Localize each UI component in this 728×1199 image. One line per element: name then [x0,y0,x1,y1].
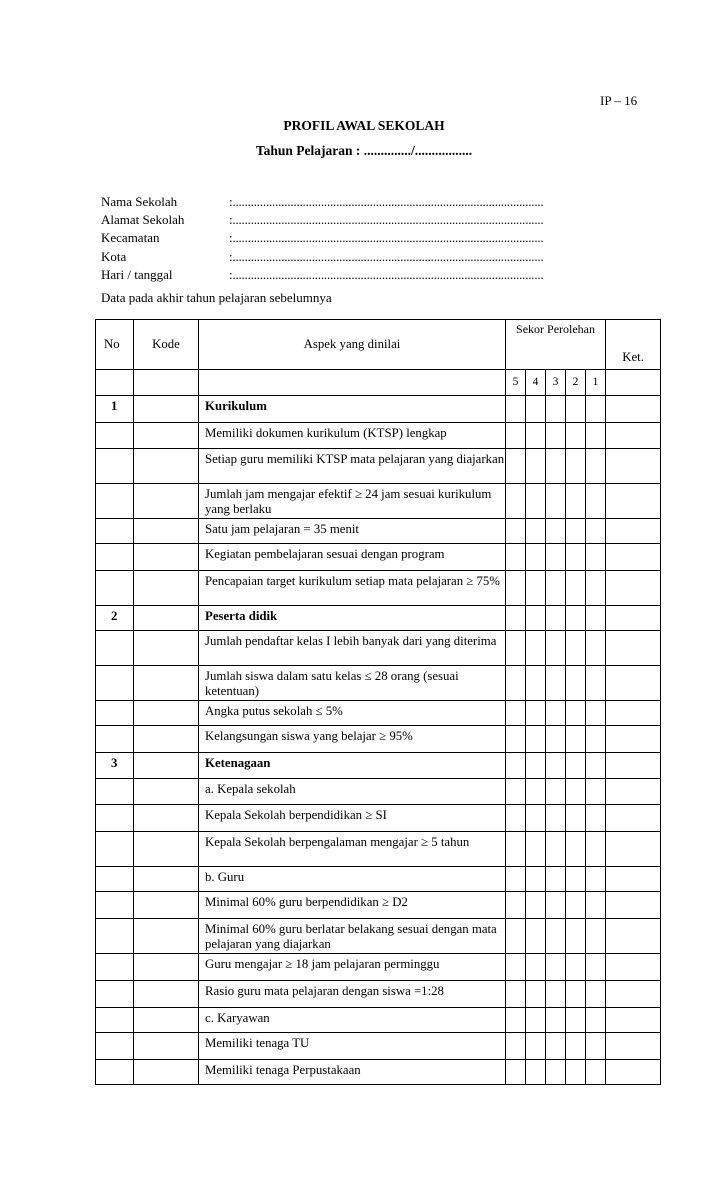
table-row [96,519,661,544]
row-kode [134,606,199,631]
score-cell-1[interactable] [586,981,606,1008]
table-row [96,779,661,805]
score-cell-3[interactable] [546,571,566,606]
header-no: No [96,320,134,370]
row-no [96,1060,134,1085]
row-no: 1 [96,396,134,423]
row-no [96,571,134,606]
row-ket[interactable] [606,919,661,954]
row-kode [134,449,199,484]
info-label: Kecamatan [101,230,160,246]
row-no [96,519,134,544]
row-aspek: b. Guru [199,867,506,892]
score-cell-1[interactable] [586,544,606,571]
row-kode [134,631,199,666]
info-label: Nama Sekolah [101,194,178,209]
row-aspek: Kepala Sekolah berpengalaman mengajar ≥ 5 tahun [199,832,506,867]
score-cell-3[interactable] [546,981,566,1008]
score-cell-5[interactable] [506,484,526,519]
info-label: Hari / tanggal [101,266,173,282]
info-value: :...................................................................................................... [229,230,544,246]
info-value: :...................................................................................................... [229,248,544,264]
table-row [96,1008,661,1033]
table-row [96,484,661,519]
row-aspek: Memiliki tenaga TU [199,1033,506,1060]
score-cell-1[interactable] [586,484,606,519]
score-cell-5[interactable] [506,449,526,484]
row-aspek: Pencapaian target kurikulum setiap mata pelajaran ≥ 75% [199,571,506,606]
table-row [96,701,661,726]
score-cell-3[interactable] [546,753,566,779]
row-aspek: c. Karyawan [199,1008,506,1033]
score-cell-1[interactable] [586,396,606,423]
row-no [96,805,134,832]
score-cell-4[interactable] [526,396,546,423]
score-cell-4[interactable] [526,1033,546,1060]
row-aspek: a. Kepala sekolah [199,779,506,805]
score-cell-2[interactable] [566,396,586,423]
row-kode [134,484,199,519]
score-cell-2[interactable] [566,484,586,519]
row-ket[interactable] [606,449,661,484]
score-cell-1[interactable] [586,726,606,753]
score-cell-2[interactable] [566,606,586,631]
score-cell-5[interactable] [506,1033,526,1060]
score-cell-1[interactable] [586,954,606,981]
score-cell-1[interactable] [586,867,606,892]
score-cell-1[interactable] [586,919,606,954]
score-cell-4[interactable] [526,753,546,779]
score-cell-5[interactable] [506,631,526,666]
score-cell-3[interactable] [546,484,566,519]
row-kode [134,726,199,753]
score-cell-2[interactable] [566,544,586,571]
score-cell-4[interactable] [526,919,546,954]
table-row [96,805,661,832]
row-kode [134,919,199,954]
score-cell-4[interactable] [526,606,546,631]
score-cell-5[interactable] [506,1060,526,1085]
score-cell-5[interactable] [506,981,526,1008]
score-cell-3[interactable] [546,701,566,726]
score-cell-4[interactable] [526,631,546,666]
row-no [96,892,134,919]
table-row [96,606,661,631]
score-cell-3[interactable] [546,805,566,832]
row-no [96,544,134,571]
row-aspek: Kurikulum [199,396,506,423]
score-cell-4[interactable] [526,449,546,484]
header-ket: Ket. [606,320,661,370]
row-ket[interactable] [606,423,661,449]
score-cell-2[interactable] [566,519,586,544]
row-ket[interactable] [606,954,661,981]
row-aspek: Satu jam pelajaran = 35 menit [199,519,506,544]
blank-cell [134,370,199,396]
score-cell-2[interactable] [566,867,586,892]
score-cell-1[interactable] [586,519,606,544]
score-cell-2[interactable] [566,954,586,981]
score-header-5: 5 [506,370,526,396]
score-cell-1[interactable] [586,423,606,449]
row-kode [134,805,199,832]
header-kode: Kode [134,320,199,370]
score-cell-5[interactable] [506,666,526,701]
table-row [96,449,661,484]
table-row [96,396,661,423]
score-cell-2[interactable] [566,726,586,753]
row-ket[interactable] [606,484,661,519]
row-aspek: Setiap guru memiliki KTSP mata pelajaran yang diajarkan [199,449,506,484]
blank-cell [606,370,661,396]
row-aspek: Kepala Sekolah berpendidikan ≥ SI [199,805,506,832]
score-cell-2[interactable] [566,805,586,832]
header-aspek: Aspek yang dinilai [199,320,506,370]
score-cell-1[interactable] [586,571,606,606]
score-cell-1[interactable] [586,606,606,631]
table-row [96,919,661,954]
row-ket[interactable] [606,1008,661,1033]
row-kode [134,666,199,701]
table-row [96,954,661,981]
info-value: :...................................................................................................... [229,266,544,282]
score-cell-5[interactable] [506,571,526,606]
score-cell-1[interactable] [586,779,606,805]
row-no [96,1033,134,1060]
row-ket[interactable] [606,701,661,726]
row-ket[interactable] [606,1060,661,1085]
score-cell-1[interactable] [586,832,606,867]
score-cell-5[interactable] [506,726,526,753]
score-cell-2[interactable] [566,423,586,449]
score-header-4: 4 [526,370,546,396]
score-cell-4[interactable] [526,666,546,701]
score-cell-4[interactable] [526,519,546,544]
info-label: Kota [101,248,127,264]
score-cell-2[interactable] [566,919,586,954]
row-no [96,1008,134,1033]
score-cell-5[interactable] [506,919,526,954]
row-kode [134,779,199,805]
score-cell-3[interactable] [546,606,566,631]
row-ket[interactable] [606,805,661,832]
row-aspek: Angka putus sekolah ≤ 5% [199,701,506,726]
row-kode [134,954,199,981]
table-row [96,1060,661,1085]
school-info-block [101,193,544,284]
table-row [96,981,661,1008]
row-ket[interactable] [606,631,661,666]
row-aspek: Memiliki tenaga Perpustakaan [199,1060,506,1085]
row-ket[interactable] [606,779,661,805]
score-cell-1[interactable] [586,1033,606,1060]
score-cell-1[interactable] [586,666,606,701]
row-kode [134,519,199,544]
score-cell-2[interactable] [566,981,586,1008]
info-row-date [101,266,544,284]
academic-year-line: Tahun Pelajaran : ............../................. [255,143,473,158]
score-cell-1[interactable] [586,449,606,484]
row-ket[interactable] [606,544,661,571]
row-no [96,779,134,805]
score-cell-5[interactable] [506,832,526,867]
info-value: :...................................................................................................... [229,194,544,209]
score-cell-1[interactable] [586,753,606,779]
row-ket[interactable] [606,832,661,867]
assessment-table [95,319,661,1085]
row-no [96,701,134,726]
row-no [96,484,134,519]
row-no [96,423,134,449]
row-aspek: Guru mengajar ≥ 18 jam pelajaran perminggu [199,954,506,981]
row-aspek: Minimal 60% guru berpendidikan ≥ D2 [199,892,506,919]
score-cell-3[interactable] [546,423,566,449]
row-aspek: Ketenagaan [199,753,506,779]
table-row [96,753,661,779]
score-cell-4[interactable] [526,726,546,753]
score-cell-1[interactable] [586,631,606,666]
row-kode [134,832,199,867]
document-code: IP – 16 [600,93,638,108]
table-row [96,726,661,753]
score-cell-2[interactable] [566,449,586,484]
info-row-school-address [101,211,544,229]
row-ket[interactable] [606,892,661,919]
score-cell-3[interactable] [546,449,566,484]
score-cell-1[interactable] [586,892,606,919]
score-cell-4[interactable] [526,701,546,726]
score-cell-5[interactable] [506,1008,526,1033]
score-header-3: 3 [546,370,566,396]
row-ket[interactable] [606,606,661,631]
score-cell-3[interactable] [546,519,566,544]
table-row [96,832,661,867]
score-cell-3[interactable] [546,726,566,753]
blank-cell [96,370,134,396]
score-cell-2[interactable] [566,1008,586,1033]
score-cell-5[interactable] [506,423,526,449]
score-cell-3[interactable] [546,832,566,867]
data-note: Data pada akhir tahun pelajaran sebelumnya [101,290,332,305]
score-cell-5[interactable] [506,892,526,919]
score-cell-2[interactable] [566,832,586,867]
score-cell-5[interactable] [506,396,526,423]
row-ket[interactable] [606,666,661,701]
info-row-school-name [101,193,544,211]
score-cell-3[interactable] [546,1033,566,1060]
row-aspek: Jumlah pendaftar kelas I lebih banyak dari yang diterima [199,631,506,666]
row-kode [134,544,199,571]
score-cell-5[interactable] [506,519,526,544]
score-cell-5[interactable] [506,753,526,779]
score-cell-1[interactable] [586,1060,606,1085]
row-kode [134,701,199,726]
score-cell-4[interactable] [526,954,546,981]
table-row [96,544,661,571]
score-cell-3[interactable] [546,867,566,892]
score-cell-3[interactable] [546,954,566,981]
score-cell-4[interactable] [526,805,546,832]
info-row-district [101,229,544,247]
info-row-city [101,248,544,266]
table-row [96,892,661,919]
score-cell-4[interactable] [526,1008,546,1033]
row-aspek: Rasio guru mata pelajaran dengan siswa =1:28 [199,981,506,1008]
document-title: PROFIL AWAL SEKOLAH [283,118,445,133]
score-cell-5[interactable] [506,867,526,892]
row-ket[interactable] [606,519,661,544]
score-cell-4[interactable] [526,892,546,919]
row-no [96,726,134,753]
score-cell-3[interactable] [546,544,566,571]
row-no: 2 [96,606,134,631]
row-ket[interactable] [606,1033,661,1060]
score-cell-5[interactable] [506,805,526,832]
row-aspek: Kegiatan pembelajaran sesuai dengan program [199,544,506,571]
score-header-1: 1 [586,370,606,396]
row-kode [134,981,199,1008]
score-cell-3[interactable] [546,892,566,919]
table-row [96,631,661,666]
score-cell-2[interactable] [566,1033,586,1060]
score-header-2: 2 [566,370,586,396]
row-kode [134,571,199,606]
score-cell-4[interactable] [526,484,546,519]
row-ket[interactable] [606,867,661,892]
score-cell-2[interactable] [566,631,586,666]
table-row [96,1033,661,1060]
row-kode [134,1060,199,1085]
row-aspek: Memiliki dokumen kurikulum (KTSP) lengkap [199,423,506,449]
row-no [96,954,134,981]
score-cell-3[interactable] [546,631,566,666]
row-no [96,449,134,484]
score-cell-3[interactable] [546,1008,566,1033]
score-cell-2[interactable] [566,1060,586,1085]
score-cell-2[interactable] [566,701,586,726]
row-kode [134,396,199,423]
row-kode [134,1008,199,1033]
info-value: :...................................................................................................... [229,212,544,228]
score-cell-1[interactable] [586,1008,606,1033]
row-aspek: Peserta didik [199,606,506,631]
score-cell-1[interactable] [586,805,606,832]
row-no: 3 [96,753,134,779]
score-cell-4[interactable] [526,571,546,606]
row-no [96,919,134,954]
row-aspek: Minimal 60% guru berlatar belakang sesuai dengan mata pelajaran yang diajarkan [199,919,506,954]
row-ket[interactable] [606,726,661,753]
row-no [96,631,134,666]
row-no [96,666,134,701]
score-cell-4[interactable] [526,867,546,892]
score-cell-2[interactable] [566,571,586,606]
score-cell-5[interactable] [506,701,526,726]
score-cell-3[interactable] [546,396,566,423]
row-ket[interactable] [606,571,661,606]
score-cell-4[interactable] [526,832,546,867]
row-aspek: Kelangsungan siswa yang belajar ≥ 95% [199,726,506,753]
info-label: Alamat Sekolah [101,212,185,228]
score-cell-5[interactable] [506,954,526,981]
score-cell-4[interactable] [526,981,546,1008]
row-aspek: Jumlah jam mengajar efektif ≥ 24 jam sesuai kurikulum yang berlaku [199,484,506,519]
score-cell-3[interactable] [546,919,566,954]
table-row [96,571,661,606]
score-cell-4[interactable] [526,1060,546,1085]
score-cell-5[interactable] [506,606,526,631]
blank-cell [199,370,506,396]
row-ket[interactable] [606,753,661,779]
score-cell-2[interactable] [566,666,586,701]
row-aspek: Jumlah siswa dalam satu kelas ≤ 28 orang (sesuai ketentuan) [199,666,506,701]
score-cell-5[interactable] [506,779,526,805]
row-kode [134,867,199,892]
score-cell-3[interactable] [546,1060,566,1085]
score-cell-4[interactable] [526,544,546,571]
row-no [96,981,134,1008]
score-cell-1[interactable] [586,701,606,726]
score-cell-3[interactable] [546,666,566,701]
table-score-header-row [96,370,661,396]
row-kode [134,423,199,449]
header-sekor-perolehan: Sekor Perolehan [506,320,606,370]
row-no [96,832,134,867]
row-kode [134,753,199,779]
score-cell-2[interactable] [566,892,586,919]
score-cell-4[interactable] [526,423,546,449]
row-ket[interactable] [606,981,661,1008]
row-ket[interactable] [606,396,661,423]
table-row [96,666,661,701]
row-kode [134,892,199,919]
row-no [96,867,134,892]
table-row [96,423,661,449]
row-kode [134,1033,199,1060]
score-cell-5[interactable] [506,544,526,571]
table-header-row [96,320,661,370]
score-cell-2[interactable] [566,753,586,779]
score-cell-4[interactable] [526,779,546,805]
score-cell-3[interactable] [546,779,566,805]
score-cell-2[interactable] [566,779,586,805]
table-row [96,867,661,892]
